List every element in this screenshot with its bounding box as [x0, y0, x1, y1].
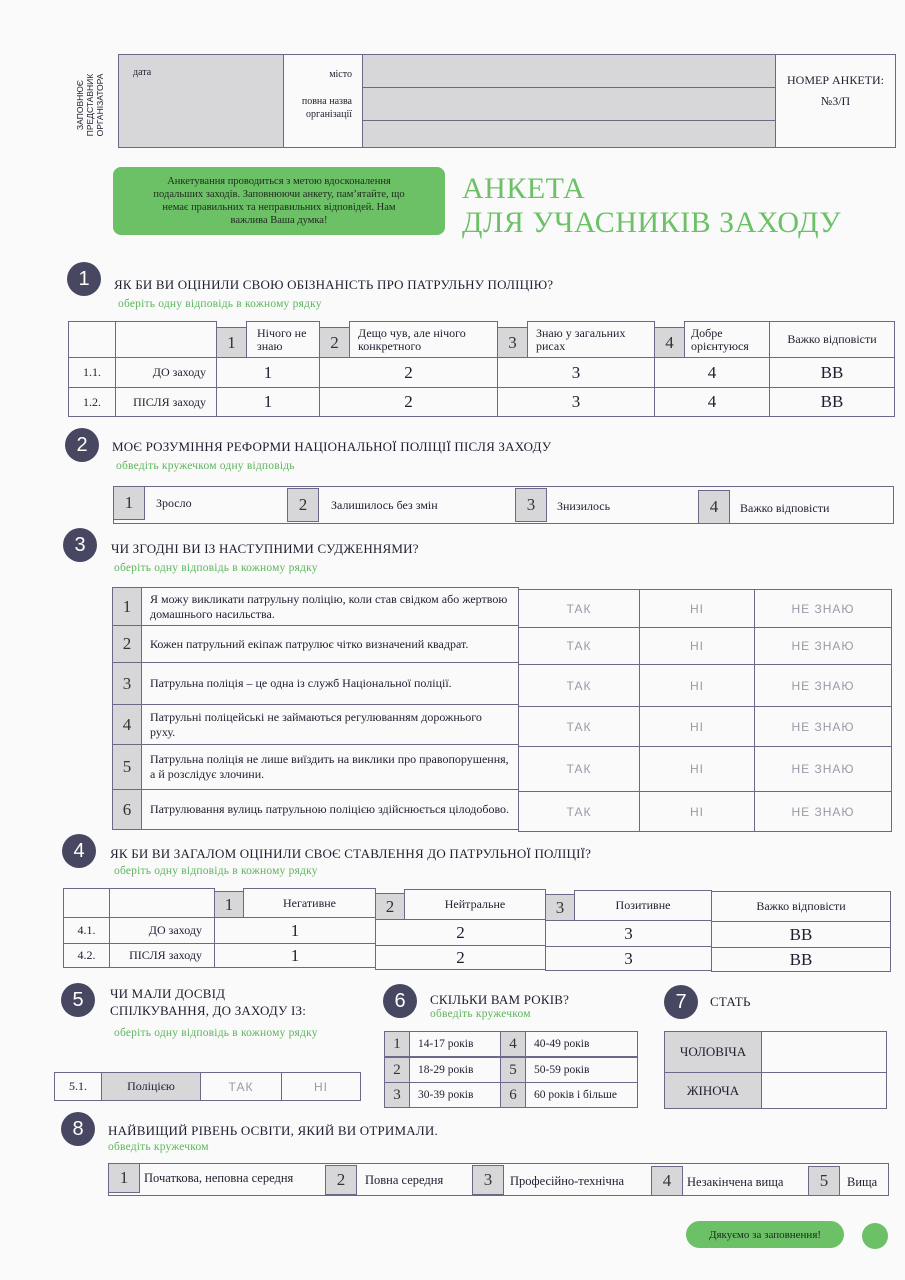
question-5-number: 5: [61, 983, 95, 1017]
q3-statement-5-yes[interactable]: ТАК: [518, 746, 640, 792]
q2-option-1-number: 1: [113, 486, 145, 520]
city-field[interactable]: [362, 54, 776, 88]
q4-row-1-option-3[interactable]: 3: [545, 920, 712, 947]
q4-option-3-number: 3: [545, 894, 575, 921]
q1-hard-label: Важко відповісти: [769, 321, 895, 358]
q3-statement-2-yes[interactable]: ТАК: [518, 627, 640, 665]
q1-row-1-code: 1.1.: [68, 357, 116, 388]
q7-male-label[interactable]: ЧОЛОВІЧА: [664, 1031, 762, 1073]
q1-row-1-option-4[interactable]: 4: [654, 357, 770, 388]
q2-option-2-label[interactable]: Залишилось без змін: [331, 498, 438, 512]
q1-corner-a: [68, 321, 116, 358]
q3-statement-3-dont-know[interactable]: НЕ ЗНАЮ: [754, 664, 892, 707]
city-org-labels: місто повна назва організації: [283, 54, 363, 148]
org-field-2[interactable]: [362, 120, 776, 148]
q3-statement-6-yes[interactable]: ТАК: [518, 791, 640, 832]
q3-statement-2-dont-know[interactable]: НЕ ЗНАЮ: [754, 627, 892, 665]
q1-row-1-option-3[interactable]: 3: [497, 357, 655, 388]
q4-corner-b: [109, 888, 215, 918]
q3-statement-3-yes[interactable]: ТАК: [518, 664, 640, 707]
q3-statement-1-yes[interactable]: ТАК: [518, 589, 640, 628]
q4-option-1-label: Негативне: [243, 888, 376, 918]
q2-option-4-label[interactable]: Важко відповісти: [740, 501, 830, 515]
q3-statement-4-yes[interactable]: ТАК: [518, 706, 640, 747]
q8-option-5-label[interactable]: Вища: [847, 1175, 878, 1189]
q1-row-1-option-2[interactable]: 2: [319, 357, 498, 388]
org-field-1[interactable]: [362, 87, 776, 121]
q1-row-2-option-2[interactable]: 2: [319, 387, 498, 417]
q1-corner-b: [115, 321, 217, 358]
question-3-title: ЧИ ЗГОДНІ ВИ ІЗ НАСТУПНИМИ СУДЖЕННЯМИ?: [111, 541, 419, 556]
q4-option-1-number: 1: [214, 891, 244, 918]
form-number-box: НОМЕР АНКЕТИ: №3/П: [775, 54, 896, 148]
q1-option-4-number: 4: [654, 327, 685, 358]
q3-statement-6-dont-know[interactable]: НЕ ЗНАЮ: [754, 791, 892, 832]
question-6-title: СКІЛЬКИ ВАМ РОКІВ?: [430, 992, 570, 1007]
q8-option-4-number: 4: [651, 1166, 683, 1196]
q3-statement-5-dont-know[interactable]: НЕ ЗНАЮ: [754, 746, 892, 792]
date-field[interactable]: дата: [118, 54, 284, 148]
q5-row-code: 5.1.: [54, 1072, 102, 1101]
q3-statement-5-text: Патрульна поліція не лише виїздить на виклики про правопорушення, а й розслідує злочини.: [141, 744, 519, 790]
thanks-badge: Дякуємо за заповнення!: [686, 1221, 844, 1248]
question-3-number: 3: [63, 528, 97, 562]
q3-statement-6-number: 6: [112, 789, 142, 830]
q3-statement-1-dont-know[interactable]: НЕ ЗНАЮ: [754, 589, 892, 628]
q4-row-1-label: ДО заходу: [109, 917, 215, 944]
q4-row-1-option-1[interactable]: 1: [214, 917, 376, 944]
q1-row-2-option-4[interactable]: 4: [654, 387, 770, 417]
q4-row-1-hard[interactable]: ВВ: [711, 921, 891, 948]
q8-option-3-number: 3: [472, 1165, 504, 1195]
q8-option-1-number: 1: [108, 1163, 140, 1193]
q3-statement-1-text: Я можу викликати патрульну поліцію, коли став свідком або жертвою домашнього насильства.: [141, 587, 519, 626]
question-2-number: 2: [65, 428, 99, 462]
q4-row-1-option-2[interactable]: 2: [375, 919, 546, 946]
q1-row-1-option-1[interactable]: 1: [216, 357, 320, 388]
q6-option-6-number: 6: [500, 1082, 526, 1108]
question-5-title-line-2: СПІЛКУВАННЯ, ДО ЗАХОДУ ІЗ:: [110, 1003, 307, 1018]
q1-row-1-hard[interactable]: ВВ: [769, 357, 895, 388]
q3-statement-3-text: Патрульна поліція – це одна із служб Національної поліції.: [141, 662, 519, 705]
q1-option-1-number: 1: [216, 327, 247, 358]
q6-option-6-label[interactable]: 60 років і більше: [525, 1082, 638, 1108]
q4-corner-a: [63, 888, 110, 918]
question-1-hint: оберіть одну відповідь в кожному рядку: [118, 298, 322, 310]
q6-option-5-label[interactable]: 50-59 років: [525, 1057, 638, 1083]
q4-row-2-hard[interactable]: ВВ: [711, 947, 891, 972]
q1-option-2-label: Дещо чув, але нічого конкретного: [349, 321, 498, 358]
q5-yes-option[interactable]: ТАК: [200, 1072, 282, 1101]
question-2-title: МОЄ РОЗУМІННЯ РЕФОРМИ НАЦІОНАЛЬНОЇ ПОЛІЦІЇ ПІСЛЯ ЗАХОДУ: [112, 439, 552, 454]
q6-option-2-label[interactable]: 18-29 років: [409, 1057, 501, 1083]
q3-statement-6-text: Патрулювання вулиць патрульною поліцією здійснюється цілодобово.: [141, 789, 519, 830]
q1-row-2-option-3[interactable]: 3: [497, 387, 655, 417]
q6-option-4-number: 4: [500, 1031, 526, 1057]
q3-statement-4-text: Патрульні поліцейські не займаються регулюванням дорожнього руху.: [141, 704, 519, 745]
q7-female-box[interactable]: [761, 1072, 887, 1109]
q8-option-2-label[interactable]: Повна середня: [365, 1173, 444, 1187]
q5-row-label: Поліцією: [101, 1072, 201, 1101]
question-8-number: 8: [61, 1112, 95, 1146]
organizer-side-label: ЗАПОВНЮЄ ПРЕДСТАВНИК ОРГАНІЗАТОРА: [75, 73, 105, 137]
q6-option-1-label[interactable]: 14-17 років: [409, 1031, 501, 1057]
q8-option-1-label[interactable]: Початкова, неповна середня: [144, 1171, 294, 1185]
question-6-hint: обведіть кружечком: [430, 1008, 531, 1020]
q7-male-box[interactable]: [761, 1031, 887, 1073]
q8-option-3-label[interactable]: Професійно-технічна: [510, 1174, 625, 1188]
q3-statement-6-no[interactable]: НІ: [639, 791, 755, 832]
q2-option-3-number: 3: [515, 488, 547, 522]
q4-hard-label: Важко відповісти: [711, 891, 891, 922]
q4-row-2-label: ПІСЛЯ заходу: [109, 943, 215, 968]
q1-row-1-label: ДО заходу: [115, 357, 217, 388]
q3-statement-5-number: 5: [112, 744, 142, 790]
q3-statement-3-no[interactable]: НІ: [639, 664, 755, 707]
q1-option-3-number: 3: [497, 327, 528, 358]
q6-option-4-label[interactable]: 40-49 років: [525, 1031, 638, 1057]
question-2-hint: обведіть кружечком одну відповідь: [116, 460, 295, 472]
question-1-number: 1: [67, 262, 101, 296]
question-1-title: ЯК БИ ВИ ОЦІНИЛИ СВОЮ ОБІЗНАНІСТЬ ПРО ПАТРУЛЬНУ ПОЛІЦІЮ?: [114, 277, 554, 292]
q4-option-2-label: Нейтральне: [404, 889, 546, 920]
q3-statement-4-number: 4: [112, 704, 142, 745]
question-5-title-line-1: ЧИ МАЛИ ДОСВІД: [110, 986, 226, 1001]
intro-box: Анкетування проводиться з метою вдосконалення подальших заходів. Заповнюючи анкету, пам’ятайте, що немає правильних та неправильних відповідей. Нам важлива Ваша думка!: [113, 167, 445, 235]
q3-statement-4-no[interactable]: НІ: [639, 706, 755, 747]
q4-row-2-option-2[interactable]: 2: [375, 945, 546, 970]
q7-female-label[interactable]: ЖІНОЧА: [664, 1072, 762, 1109]
q3-statement-1-no[interactable]: НІ: [639, 589, 755, 628]
q6-option-5-number: 5: [500, 1057, 526, 1083]
q1-row-2-hard[interactable]: ВВ: [769, 387, 895, 417]
question-7-title: СТАТЬ: [710, 994, 751, 1009]
question-4-number: 4: [62, 834, 96, 868]
q1-option-1-label: Нічого не знаю: [246, 321, 320, 358]
page-title: АНКЕТА ДЛЯ УЧАСНИКІВ ЗАХОДУ: [462, 172, 842, 239]
q4-row-2-option-3[interactable]: 3: [545, 946, 712, 971]
q6-option-3-number: 3: [384, 1082, 410, 1108]
q8-option-2-number: 2: [325, 1165, 357, 1195]
q2-option-2-number: 2: [287, 488, 319, 522]
q4-row-2-code: 4.2.: [63, 943, 110, 968]
q3-statement-1-number: 1: [112, 587, 142, 626]
q4-row-2-option-1[interactable]: 1: [214, 943, 376, 968]
q4-option-2-number: 2: [375, 893, 405, 920]
q1-row-2-label: ПІСЛЯ заходу: [115, 387, 217, 417]
q1-row-2-code: 1.2.: [68, 387, 116, 417]
question-3-hint: оберіть одну відповідь в кожному рядку: [114, 562, 318, 574]
q3-statement-2-no[interactable]: НІ: [639, 627, 755, 665]
q8-option-4-label[interactable]: Незакінчена вища: [687, 1175, 784, 1189]
question-5-hint: оберіть одну відповідь в кожному рядку: [114, 1027, 318, 1039]
question-8-hint: обведіть кружечком: [108, 1141, 209, 1153]
question-7-number: 7: [664, 985, 698, 1019]
q6-option-2-number: 2: [384, 1057, 410, 1083]
q3-statement-3-number: 3: [112, 662, 142, 705]
q5-no-option[interactable]: НІ: [281, 1072, 361, 1101]
question-6-number: 6: [383, 984, 417, 1018]
q3-statement-5-no[interactable]: НІ: [639, 746, 755, 792]
q4-row-1-code: 4.1.: [63, 917, 110, 944]
q1-option-2-number: 2: [319, 327, 350, 358]
q6-option-3-label[interactable]: 30-39 років: [409, 1082, 501, 1108]
q1-row-2-option-1[interactable]: 1: [216, 387, 320, 417]
q3-statement-4-dont-know[interactable]: НЕ ЗНАЮ: [754, 706, 892, 747]
q3-statement-2-number: 2: [112, 625, 142, 663]
q4-option-3-label: Позитивне: [574, 890, 712, 921]
question-4-title: ЯК БИ ВИ ЗАГАЛОМ ОЦІНИЛИ СВОЄ СТАВЛЕННЯ ДО ПАТРУЛЬНОЇ ПОЛІЦІЇ?: [110, 846, 592, 861]
q3-statement-2-text: Кожен патрульний екіпаж патрулює чітко визначений квадрат.: [141, 625, 519, 663]
q2-option-1-label[interactable]: Зросло: [156, 496, 192, 510]
question-4-hint: оберіть одну відповідь в кожному рядку: [114, 865, 318, 877]
q6-option-1-number: 1: [384, 1031, 410, 1057]
q1-option-4-label: Добре орієнтуюся: [684, 321, 770, 358]
question-8-title: НАЙВИЩИЙ РІВЕНЬ ОСВІТИ, ЯКИЙ ВИ ОТРИМАЛИ.: [108, 1123, 438, 1138]
q2-option-4-number: 4: [698, 490, 730, 524]
q2-option-3-label[interactable]: Знизилось: [557, 499, 611, 513]
q1-option-3-label: Знаю у загальних рисах: [527, 321, 655, 358]
green-dot-icon: [862, 1223, 888, 1249]
q8-option-5-number: 5: [808, 1166, 840, 1196]
